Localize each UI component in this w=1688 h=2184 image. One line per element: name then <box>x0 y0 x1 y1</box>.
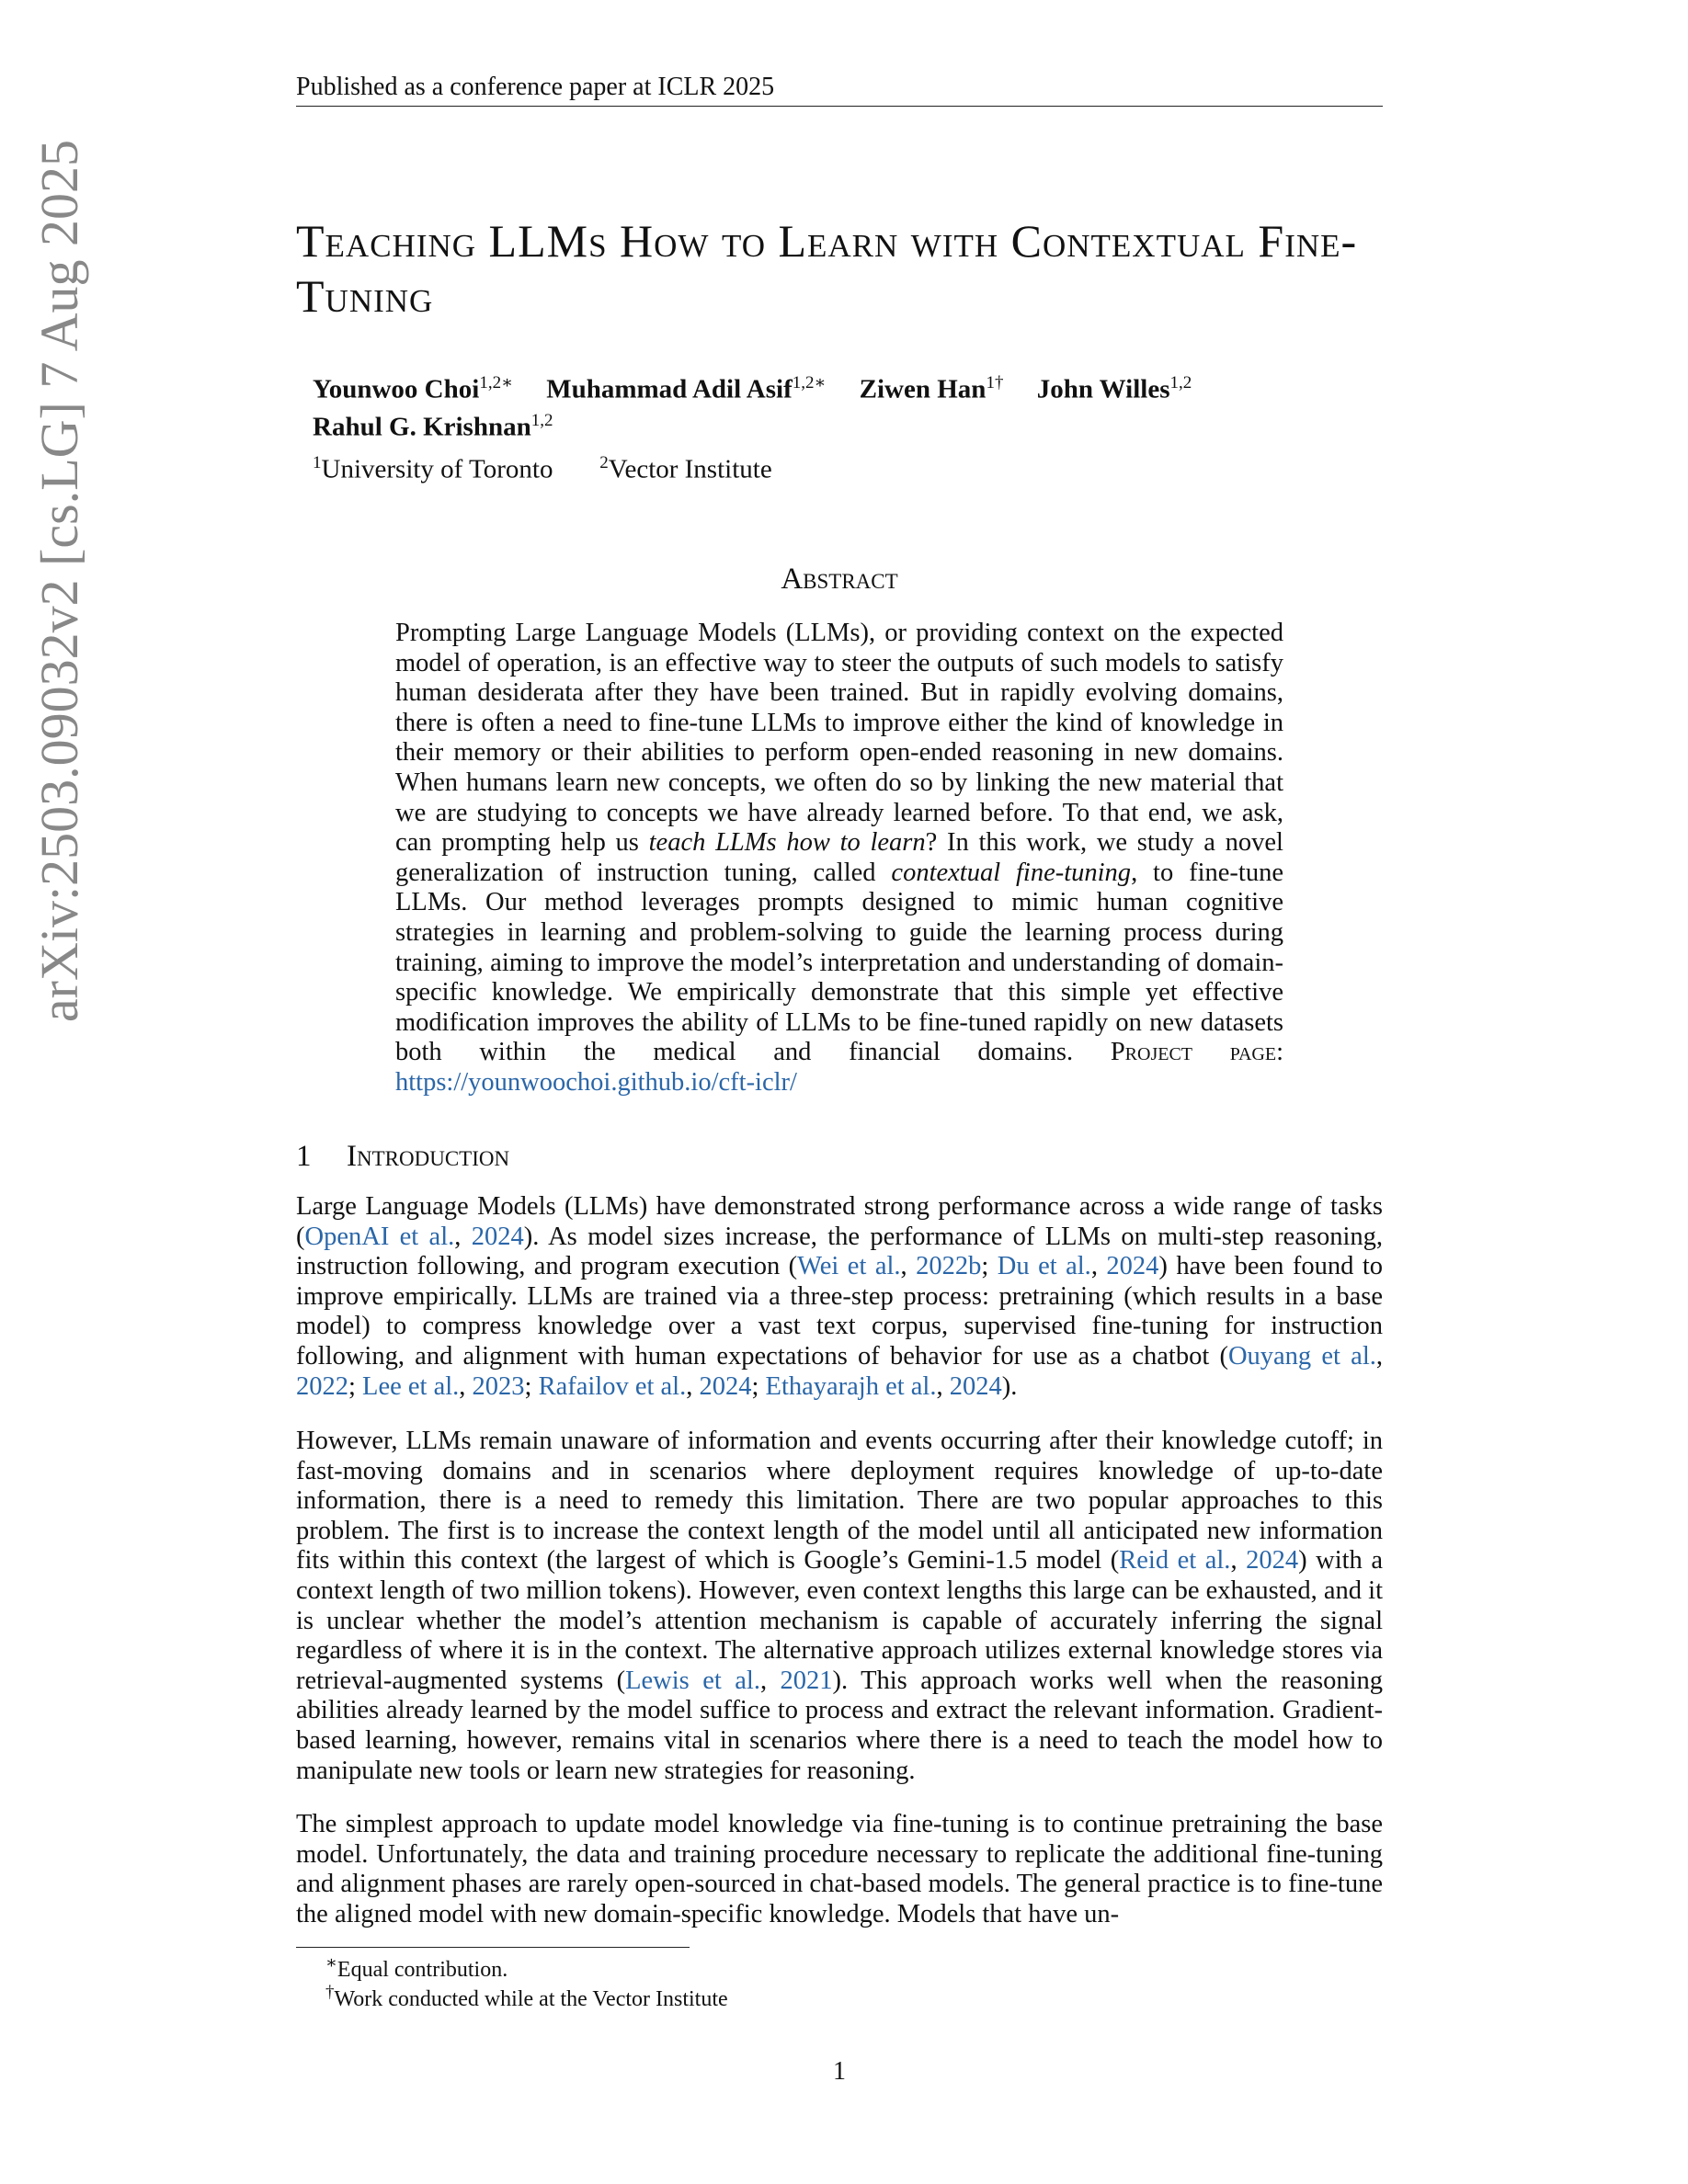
affiliations <box>313 448 772 485</box>
footnote-rule <box>296 1947 690 1948</box>
body-text: ). <box>1001 1371 1018 1401</box>
citation-link[interactable]: Wei et al. <box>797 1252 901 1281</box>
body-text: , <box>686 1371 700 1401</box>
project-page-label: Project page: <box>1110 1038 1284 1067</box>
author-marks: 1† <box>986 373 1004 392</box>
author-name: John Willes <box>1036 374 1170 404</box>
citation-link[interactable]: Ouyang et al. <box>1227 1341 1376 1371</box>
citation-link[interactable]: OpenAI et al. <box>304 1222 455 1251</box>
author-marks: 1,2 <box>1169 373 1192 392</box>
running-head: Published as a conference paper at ICLR 2025 <box>296 73 775 101</box>
citation-year-link[interactable]: 2024 <box>1106 1252 1159 1281</box>
abstract-text: , to fine-tune LLMs. Our method leverages prompts designed to mimic human cognitive strategies in learning and problem-solving to guide the learning process during training, aiming to improve the model’s interpretation and understanding of domain-specific knowledge. We empirically demonstrate that this simple yet effective modification improves the ability of LLMs to be fine-tuned rapidly on new datasets both within the medical and financial domains. <box>395 858 1283 1067</box>
body-text: ; <box>348 1371 363 1401</box>
body-text: ) have been found to improve empirically. LLMs are trained via a three-step process: pretraining (which results in a base model) to compress knowledge over a vast text corpus, supervised fine-tuning for instruction following, and alignment with human expectations of behavior for use as a chatbot ( <box>296 1252 1384 1371</box>
body-text: , <box>1375 1341 1383 1371</box>
body-text: ; <box>751 1371 766 1401</box>
page-number: 1 <box>833 2057 846 2086</box>
author-name: Rahul G. Krishnan <box>313 412 531 442</box>
body-text: Large Language Models (LLMs) have demonstrated strong performance across a wide range of tasks ( <box>296 1192 1383 1251</box>
abstract-body <box>395 619 1283 1098</box>
footnote-text: Equal contribution. <box>336 1958 508 1982</box>
body-text: , <box>936 1371 950 1401</box>
author-marks: 1,2∗ <box>792 373 827 392</box>
body-text: ). As model sizes increase, the performance of LLMs on multi-step reasoning, instruction following, and program execution ( <box>296 1222 1383 1281</box>
body-text: , <box>454 1222 472 1251</box>
citation-year-link[interactable]: 2022 <box>296 1371 348 1401</box>
author-marks: 1,2 <box>530 410 553 430</box>
abstract-emphasis: teach LLMs how to learn <box>648 828 926 858</box>
affiliation-mark: 1 <box>313 453 322 472</box>
arxiv-identifier-stamp: arXiv:2503.09032v2 [cs.LG] 7 Aug 2025 <box>29 139 89 1023</box>
citation-year-link[interactable]: 2024 <box>1246 1546 1299 1575</box>
footnote <box>325 1979 728 2013</box>
section-heading <box>296 1138 509 1175</box>
author-list <box>313 368 1379 442</box>
header-rule <box>296 106 1383 107</box>
section-title: Introduction <box>347 1140 510 1173</box>
body-text: However, LLMs remain unaware of information and events occurring after their knowledge cutoff; in fast-moving domains and in scenarios where deployment requires knowledge of up-to-date information, there is a need to remedy this limitation. There are two popular approaches to this problem. The first is to increase the context length of the model until all anticipated new information fits within this context (the largest of which is Google’s Gemini-1.5 model ( <box>296 1427 1383 1575</box>
citation-link[interactable]: Ethayarajh et al. <box>765 1371 937 1401</box>
intro-paragraph-3: The simplest approach to update model knowledge via fine-tuning is to continue pretraining the base model. Unfortunately, the data and training procedure necessary to replicate the additional fine-tuning and alignment phases are rarely open-sourced in chat-based models. The general practice is to fine-tune the aligned model with new domain-specific knowledge. Models that have un- <box>296 1810 1383 1928</box>
author-name: Muhammad Adil Asif <box>546 374 793 404</box>
citation-year-link[interactable]: 2024 <box>471 1222 524 1251</box>
section-number: 1 <box>296 1140 312 1173</box>
citation-year-link[interactable]: 2022b <box>916 1252 982 1281</box>
affiliation-mark: 2 <box>599 453 609 472</box>
citation-link[interactable]: Reid et al. <box>1119 1546 1231 1575</box>
citation-year-link[interactable]: 2024 <box>699 1371 752 1401</box>
affiliation-name: Vector Institute <box>608 454 772 484</box>
body-text: , <box>1090 1252 1107 1281</box>
author-marks: 1,2∗ <box>479 373 513 392</box>
intro-paragraph-2 <box>296 1427 1383 1786</box>
body-text: ; <box>524 1371 539 1401</box>
citation-year-link[interactable]: 2024 <box>949 1371 1002 1401</box>
abstract-text: Prompting Large Language Models (LLMs), or providing context on the expected model of operation, is an effective way to steer the outputs of such models to satisfy human desiderata after they have been trained. But in rapidly evolving domains, there is often a need to fine-tune LLMs to improve either the kind of knowledge in their memory or their abilities to perform open-ended reasoning in new domains. When humans learn new concepts, we often do so by linking the new material that we are studying to concepts we have already learned before. To that end, we ask, can prompting help us <box>395 619 1283 858</box>
citation-year-link[interactable]: 2023 <box>472 1371 525 1401</box>
footnote-mark: † <box>325 1983 335 2002</box>
body-text: ). This approach works well when the reasoning abilities already learned by the model suffice to process and extract the relevant information. Gradient-based learning, however, remains vital in scenarios where there is a need to teach the model how to manipulate new tools or learn new strategies for reasoning. <box>296 1666 1383 1785</box>
body-text: ) with a context length of two million tokens). However, even context lengths this large can be exhausted, and it is unclear whether the model’s attention mechanism is capable of accurately inferring the signal regardless of where it is in the context. The alternative approach utilizes external knowledge stores via retrieval-augmented systems ( <box>296 1546 1384 1695</box>
body-text: , <box>459 1371 473 1401</box>
author-name: Ziwen Han <box>859 374 987 404</box>
author-name: Younwoo Choi <box>313 374 480 404</box>
abstract-text: ? In this work, we study a novel generalization of instruction tuning, called <box>395 828 1283 887</box>
citation-link[interactable]: Du et al. <box>997 1252 1091 1281</box>
paper-title: Teaching LLMs How to Learn with Contextual Fine-Tuning <box>296 215 1358 322</box>
footnote-mark: ∗ <box>325 1953 337 1973</box>
citation-year-link[interactable]: 2021 <box>780 1666 833 1695</box>
citation-link[interactable]: Lewis et al. <box>625 1666 760 1695</box>
body-text: ; <box>981 1252 998 1281</box>
project-page-link[interactable]: https://younwoochoi.github.io/cft-iclr/ <box>395 1067 797 1097</box>
body-text: , <box>759 1666 781 1695</box>
citation-link[interactable]: Rafailov et al. <box>538 1371 687 1401</box>
abstract-heading: Abstract <box>781 563 898 596</box>
affiliation-name: University of Toronto <box>321 454 553 484</box>
citation-link[interactable]: Lee et al. <box>362 1371 460 1401</box>
intro-paragraph-1 <box>296 1192 1383 1402</box>
footnote-text: Work conducted while at the Vector Institute <box>334 1987 728 2011</box>
body-text: , <box>1230 1546 1247 1575</box>
abstract-emphasis: contextual fine-tuning <box>891 858 1132 887</box>
body-text: , <box>900 1252 917 1281</box>
